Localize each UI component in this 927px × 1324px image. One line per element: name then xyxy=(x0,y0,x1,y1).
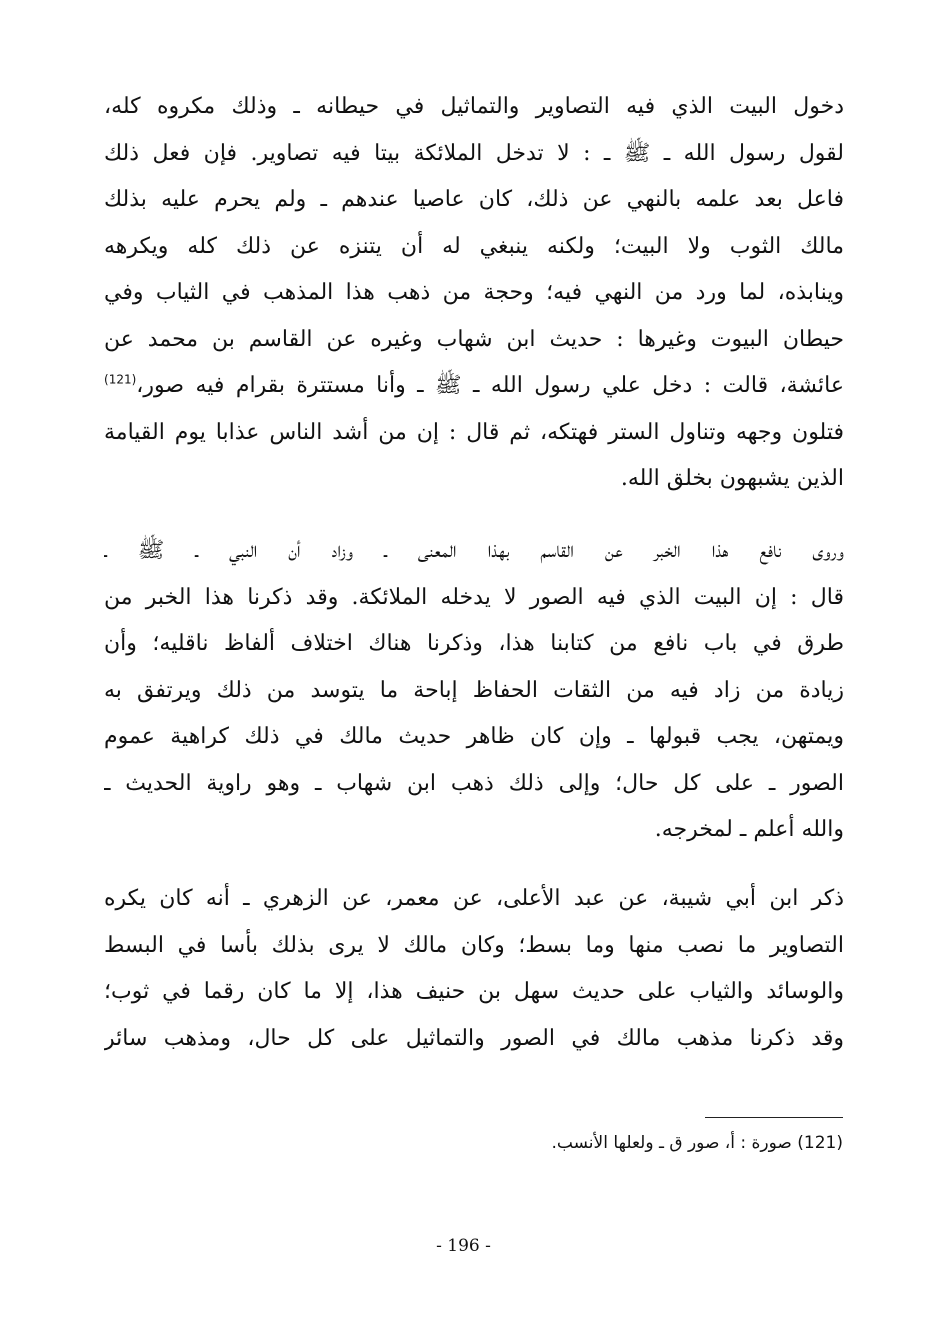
text-line: مالك الثوب ولا البيت؛ ولكنه ينبغي له أن يتنزه عن ذلك كله ويكرهه xyxy=(104,233,844,259)
paragraph-2 xyxy=(104,528,844,854)
text-line: التصاوير ما نصب منها وما بسط؛ وكان مالك لا يرى بذلك بأسا في البسط xyxy=(104,932,844,958)
text-line: الصور ـ على كل حال؛ وإلى ذلك ذهب ابن شهاب ـ وهو راوية الحديث ـ xyxy=(104,770,844,796)
text-line: الذين يشبهون بخلق الله. xyxy=(620,466,844,491)
text-line: فتلون وجهه وتناول الستر فهتكه، ثم قال : إن من أشد الناس عذابا يوم القيامة xyxy=(104,419,844,445)
text-line: فاعل بعد علمه بالنهي عن ذلك، كان عاصيا عندهم ـ ولم يحرم عليه بذلك xyxy=(104,187,844,212)
page-number: - 196 - xyxy=(436,1236,491,1256)
text-line: ذكر ابن أبي شيبة، عن عبد الأعلى، عن معمر، عن الزهري ـ أنه كان يكره xyxy=(104,886,844,911)
text-line: لقول رسول الله ـ ﷺ ـ : لا تدخل الملائكة بيتا فيه تصاوير. فإن فعل ذلك xyxy=(104,140,844,166)
text-line: وينابذه، لما ورد من النهي فيه؛ وحجة من ذهب هذا المذهب في الثياب وفي xyxy=(104,280,844,305)
text-line: حيطان البيوت وغيرها : حديث ابن شهاب وغيره عن القاسم بن محمد عن xyxy=(104,326,844,352)
text-line-with-footnote xyxy=(104,363,844,410)
paragraph-1 xyxy=(104,84,844,503)
paragraph-3 xyxy=(104,876,844,1062)
text-line: وروى نافع هذا الخبر عن القاسم بهذا المعنى ـ وزاد أن النبي ـ ﷺ ـ xyxy=(104,538,844,563)
text-line: عائشة، قالت : دخل علي رسول الله ـ ﷺ ـ وأنا مستترة بقرام فيه صور، xyxy=(136,373,844,398)
text-line: والوسائد والثياب على حديث سهل بن حنيف هذا، إلا ما كان رقما في ثوب؛ xyxy=(104,979,844,1004)
text-line: دخول البيت الذي فيه التصاوير والتماثيل في حيطانه ـ وذلك مكروه كله، xyxy=(104,94,844,119)
footnote-marker: (121) xyxy=(104,372,137,387)
text-line: قال : إن البيت الذي فيه الصور لا يدخله الملائكة. وقد ذكرنا هذا الخبر من xyxy=(104,584,844,610)
text-line: زيادة من زاد فيه من الثقات الحفاظ إباحة ما يتوسد من ذلك ويرتفق به xyxy=(104,677,844,703)
footnote: (121) صورة : أ، صور ق ـ ولعلها الأنسب. xyxy=(551,1133,843,1153)
text-line: وقد ذكرنا مذهب مالك في الصور والتماثيل على كل حال، ومذهب سائر xyxy=(104,1025,844,1051)
footnote-separator xyxy=(705,1117,843,1118)
text-line: طرق في باب نافع من كتابنا هذا، وذكرنا هناك اختلاف ألفاظ ناقليه؛ وأن xyxy=(104,631,844,656)
text-line: ويمتهن، يجب قبولها ـ وإن كان ظاهر حديث مالك في ذلك كراهية عموم xyxy=(104,724,844,749)
text-line: والله أعلم ـ لمخرجه. xyxy=(654,817,844,842)
